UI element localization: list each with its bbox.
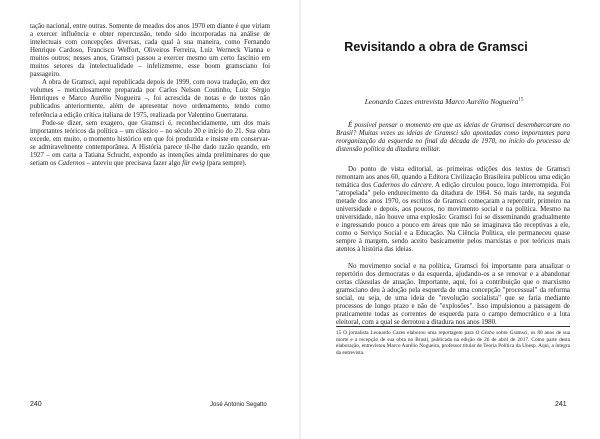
footnote-text-a: O jornalista Leonardo Cazes elaborou uma reportagem para <box>341 330 476 336</box>
right-paragraph-2: No movimento social e na política, Gramsci foi importante para atualizar o repertório dos democratas e da esquerda, ajudando-os a se renovar e a abandonar certas cláusulas de atuação. Importante, aqui, foi a contribuição que o marxismo gramsciano deu à adoção pela esquerda de uma concepção "processual" da reforma social, ou seja, de uma ideia de "revolução socialista" que se faria mediante processos de longo prazo e não de "explosões". Isso impulsionou a passagem de praticamente todas as correntes de esquerda para o campo democrático e a luta eleitoral, com a qual se derrotou a ditadura nos anos 1980. <box>336 262 570 326</box>
left-p3-italic-fur-ewig: für ewig <box>182 159 205 167</box>
right-p1-italic-cadernos: Cadernos do cárcere <box>373 182 432 190</box>
footnote-divider <box>336 326 570 327</box>
running-head-author: José Antonio Segatto <box>210 402 267 408</box>
right-paragraph-1 <box>336 166 570 255</box>
interview-question <box>336 122 570 154</box>
right-page-body <box>336 166 570 327</box>
left-p3-italic-cadernos: Cadernos <box>57 159 85 167</box>
footnote-number: 15 <box>336 330 342 336</box>
byline-footnote-marker: 15 <box>518 97 524 103</box>
question-text: É possível pensar o momento em que as ideias de Gramsci desembarcaram no Brasil? Muitas vezes as ideias de Gramsci são apontadas como importantes para reorganização da esquerda no final da década de 1970, no início do processo de distensão política da ditadura militar. <box>336 122 570 154</box>
left-page-number: 240 <box>30 401 42 408</box>
chapter-title: Revisitando a obra de Gramsci <box>344 40 528 54</box>
footnote <box>336 330 570 356</box>
left-paragraph-1: tação nacional, entre outras. Somente de meados dos anos 1970 em diante é que viriam a exercer influência e obter repercussão, tendo sido incorporadas na análise de intelectuais com concepções diversas, cada qual à sua maneira, como Fernando Henrique Cardoso, Francisco Weffort, Oliveiros Ferreira, Luiz Werneck Vianna e muitos outros; nesses anos, Gramsci passou a exercer mesmo um certo fascínio em muitos setores da intelectualidade – infelizmente, esse boom gramsciano foi passageiro. <box>30 23 270 79</box>
right-p1-text-b: . A edição circulou pouco, logo interrompida. Foi "atropelada" pelo endurecimento da ditadura de 1964. Só mais tarde, na segunda metade dos anos 1970, os escritos de Gramsci começaram a repercutir, primeiro na universidade e depois, aos poucos, no movimento social e na política. Mesmo na universidade, não houve uma explosão: Gramsci foi se disseminando gradualmente e ingressando pouco a pouco em áreas que não se imaginava tão receptivas a ele, como o Serviço Social e a Educação. Na Ciência Política, ele permaneceu quase sempre à margem, sendo aceito basicamente pelos marxistas e por teóricos mais atentos à história das ideias. <box>336 182 571 254</box>
left-p3-text-c: (para sempre). <box>204 159 247 167</box>
chapter-byline <box>318 97 570 106</box>
byline-text: Leonardo Cazes entrevista Marco Aurélio Nogueira <box>364 97 519 106</box>
footnote-italic-o-globo: O Globo <box>475 330 495 336</box>
left-p3-text-b: – anteviu que precisava fazer algo <box>84 159 183 167</box>
right-p1-text-a: Do ponto de vista editorial, as primeiras edições dos textos de Gramsci remontam aos anos 60, quando a Editora Civilização Brasileira publicou uma edição temática dos <box>336 166 570 190</box>
left-paragraph-3 <box>30 120 270 168</box>
left-p3-text-a: Pode-se dizer, sem exagero, que Gramsci é, reconhecidamente, um dos mais importantes teóricos da política – um clássico – no século 20 e início do 21. Sua obra excede, em muito, o momento histórico em que foi produzida e insiste em conservar-se admiravelmente contemporânea. A História parece tê-lhe dado razão quando, em 1927 – em carta a Tatiana Schucht, expondo as intenções ainda preliminares do que seriam os <box>30 119 270 167</box>
left-paragraph-2: A obra de Gramsci, aqui republicada depois de 1999, com nova tradução, em dez volumes – meticulosamente preparada por Carlos Nelson Coutinho, Luiz Sérgio Henriques e Marco Aurélio Nogueira –, foi acrescida de notas e de textos não publicados anteriormente, além de apresentar novo ordenamento, tendo como referência a edição crítica italiana de 1975, realizada por Valentino Guerratana. <box>30 79 270 119</box>
left-page-body <box>30 23 270 168</box>
right-page-number: 241 <box>555 401 567 408</box>
footnote-text-b: sobre Gramsci, os 80 anos de sua morte e a recepção de sua obra no Brasil, publicada na edição de 26 de abril de 2017. Como parte desta elaboração, entrevistou Marco Aurélio Nogueira, professor titular de Teoria Política da Unesp. Aqui, a íntegra da entrevista. <box>336 330 570 356</box>
